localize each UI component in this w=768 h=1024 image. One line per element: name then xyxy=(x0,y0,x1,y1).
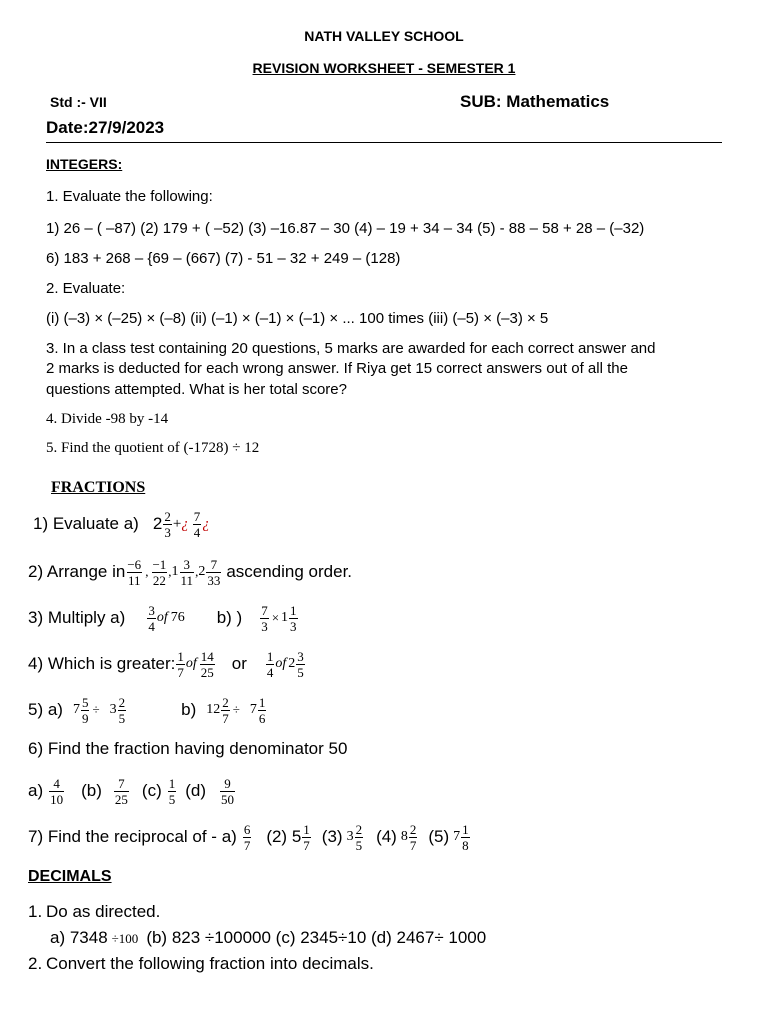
fractions-q4-or: or xyxy=(231,654,247,673)
fractions-q7-label-4: (4) xyxy=(376,827,397,846)
fractions-q7-label: 7) Find the reciprocal of - a) xyxy=(28,827,237,846)
fractions-q6-label-c: (c) xyxy=(141,781,162,800)
fractions-q7-label-3: (3) xyxy=(321,827,343,846)
fractions-q2-whole3: 1 xyxy=(171,564,179,579)
integers-q2: 2. Evaluate: xyxy=(46,280,126,297)
integers-q3-line1: 3. In a class test containing 20 questions, 5 marks are awarded for each correct answer and xyxy=(46,340,656,357)
fractions-q5a-whole2: 3 xyxy=(109,702,117,717)
decimals-q1: Do as directed. xyxy=(46,902,161,921)
fractions-q3 xyxy=(28,600,299,636)
decimals-q1-parts xyxy=(50,928,486,948)
fractions-heading: FRACTIONS xyxy=(51,479,146,496)
fractions-q4-frac3: $\frac{1}{4}$ xyxy=(266,648,274,680)
worksheet-title: REVISION WORKSHEET - SEMESTER 1 xyxy=(252,60,516,76)
fractions-q3b-frac1: $\frac{7}{3}$ xyxy=(261,602,268,634)
fractions-q7-whole-5: 7 xyxy=(453,829,461,844)
fractions-q1-mark1: ¿ xyxy=(181,515,189,532)
fractions-q5b-frac2: $\frac{1}{6}$ xyxy=(258,694,266,726)
fractions-q2-suffix: ascending order. xyxy=(226,562,353,581)
fractions-q2-frac3: $\frac{3}{11}$ xyxy=(180,556,194,588)
decimals-q1-rest: (b) 823 ÷100000 (c) 2345÷10 (d) 2467÷ 1000 xyxy=(146,928,487,947)
fractions-q4-frac2: $\frac{14}{25}$ xyxy=(200,648,214,680)
fractions-q3b-label: b) ) xyxy=(216,608,243,627)
fractions-q7-frac-2: $\frac{1}{7}$ xyxy=(303,821,310,853)
fractions-q4-label: 4) Which is greater: xyxy=(28,654,176,673)
fractions-q1-label: 1) Evaluate a) xyxy=(33,514,139,533)
integers-q1-line1: 1) 26 – ( –87) (2) 179 + ( –52) (3) –16.87 – 30 (4) – 19 + 34 – 34 (5) - 88 – 58 + 28 – (–32) xyxy=(46,220,645,237)
fractions-q7 xyxy=(28,819,471,855)
fractions-q6-frac-d: $\frac{9}{50}$ xyxy=(221,775,235,807)
standard: Std :- VII xyxy=(50,94,107,110)
integers-q5: 5. Find the quotient of (-1728) ÷ 12 xyxy=(46,440,260,456)
fractions-q3-label: 3) Multiply a) xyxy=(28,608,126,627)
fractions-q1-mark2: ¿ xyxy=(202,515,210,532)
fractions-q6-frac-a: $\frac{4}{10}$ xyxy=(50,775,64,807)
fractions-q3b-times: × xyxy=(271,610,280,625)
fractions-q7-frac-5: $\frac{1}{8}$ xyxy=(462,821,469,853)
fractions-q5a-div: ÷ xyxy=(92,702,100,717)
subject: SUB: Mathematics xyxy=(460,92,610,111)
decimals-q1-number: 1. xyxy=(28,902,43,921)
decimals-q1-a-divisor: ÷100 xyxy=(111,931,139,946)
fractions-q2-frac1: $\frac{-6}{11}$ xyxy=(127,556,142,588)
fractions-q4-frac4: $\frac{3}{5}$ xyxy=(297,648,304,680)
fractions-q7-frac-4: $\frac{2}{7}$ xyxy=(409,821,417,853)
fractions-q2-whole4: 2 xyxy=(198,564,206,579)
fractions-q7-whole-3: 3 xyxy=(346,829,354,844)
fractions-q7-label-2: (2) 5 xyxy=(266,827,302,846)
fractions-q4-of2: of xyxy=(275,656,287,671)
fractions-q2-frac4: $\frac{7}{33}$ xyxy=(207,556,221,588)
fractions-q5b-frac1: $\frac{2}{7}$ xyxy=(222,694,229,726)
fractions-q4-whole: 2 xyxy=(288,656,296,671)
fractions-q7-frac-3: $\frac{2}{5}$ xyxy=(355,821,363,853)
integers-q3-line3: questions attempted. What is her total score? xyxy=(46,381,347,398)
fractions-q5 xyxy=(28,692,267,728)
integers-q3-line2: 2 marks is deducted for each wrong answer. If Riya get 15 correct answers out of all the xyxy=(46,360,628,377)
fractions-q2 xyxy=(28,554,352,590)
fractions-q1-whole: 2 xyxy=(152,514,163,533)
fractions-q5a-frac2: $\frac{2}{5}$ xyxy=(118,694,126,726)
fractions-q2-sep1: , xyxy=(145,564,149,579)
fractions-q5a-whole1: 7 xyxy=(72,702,80,717)
fractions-q7-whole-4: 8 xyxy=(400,829,408,844)
integers-q2-line: (i) (–3) × (–25) × (–8) (ii) (–1) × (–1) × (–1) × ... 100 times (iii) (–5) × (–3) × 5 xyxy=(46,310,549,327)
date: Date:27/9/2023 xyxy=(46,118,165,137)
fractions-q6-label-d: (d) xyxy=(185,781,207,800)
fractions-q1-frac1: $\frac{2}{3}$ xyxy=(164,508,171,540)
fractions-q3a-frac: $\frac{3}{4}$ xyxy=(148,602,155,634)
fractions-q1-frac2: $\frac{7}{4}$ xyxy=(193,508,201,540)
fractions-q6-frac-c: $\frac{1}{5}$ xyxy=(168,775,176,807)
fractions-q1 xyxy=(33,507,210,541)
fractions-q4-frac1: $\frac{1}{7}$ xyxy=(177,648,184,680)
fractions-q4-of1: of xyxy=(185,656,197,671)
fractions-q5b-whole1: 12 xyxy=(206,702,221,717)
fractions-q2-sep3: , xyxy=(195,564,199,579)
integers-heading: INTEGERS: xyxy=(46,156,123,172)
header-divider xyxy=(46,142,722,143)
fractions-q2-frac2: $\frac{-1}{22}$ xyxy=(152,556,167,588)
fractions-q1-plus: + xyxy=(172,515,182,532)
fractions-q6: 6) Find the fraction having denominator 50 xyxy=(28,739,348,758)
integers-q4: 4. Divide -98 by -14 xyxy=(46,411,169,427)
fractions-q5-label: 5) a) xyxy=(28,700,63,719)
integers-q1: 1. Evaluate the following: xyxy=(46,188,213,205)
fractions-q3b-whole: 1 xyxy=(281,610,289,625)
fractions-q4 xyxy=(28,646,306,682)
fractions-q2-label: 2) Arrange in xyxy=(28,562,126,581)
fractions-q5a-frac1: $\frac{5}{9}$ xyxy=(81,694,89,726)
decimals-q2-number: 2. xyxy=(28,954,43,973)
decimals-q2: Convert the following fraction into decimals. xyxy=(46,954,374,973)
decimals-q1-a: a) 7348 xyxy=(50,928,108,947)
decimals-heading: DECIMALS xyxy=(28,868,112,885)
fractions-q6-label-a: a) xyxy=(28,781,44,800)
fractions-q5b-div: ÷ xyxy=(232,702,240,717)
fractions-q6-frac-b: $\frac{7}{25}$ xyxy=(114,775,128,807)
fractions-q5b-label: b) xyxy=(181,700,197,719)
integers-q1-line2: 6) 183 + 268 – {69 – (667) (7) - 51 – 32 + 249 – (128) xyxy=(46,250,401,267)
school-name: NATH VALLEY SCHOOL xyxy=(304,28,464,44)
fractions-q3b-frac2: $\frac{1}{3}$ xyxy=(290,602,297,634)
fractions-q6-options xyxy=(28,773,236,809)
fractions-q3a-of: of xyxy=(156,610,168,625)
fractions-q2-sep2: , xyxy=(168,564,172,579)
fractions-q7-frac-a: $\frac{6}{7}$ xyxy=(243,821,251,853)
fractions-q6-label-b: (b) xyxy=(81,781,102,800)
fractions-q7-label-5: (5) xyxy=(428,827,450,846)
fractions-q5b-whole2: 7 xyxy=(249,702,257,717)
fractions-q3a-value: 76 xyxy=(170,610,185,625)
